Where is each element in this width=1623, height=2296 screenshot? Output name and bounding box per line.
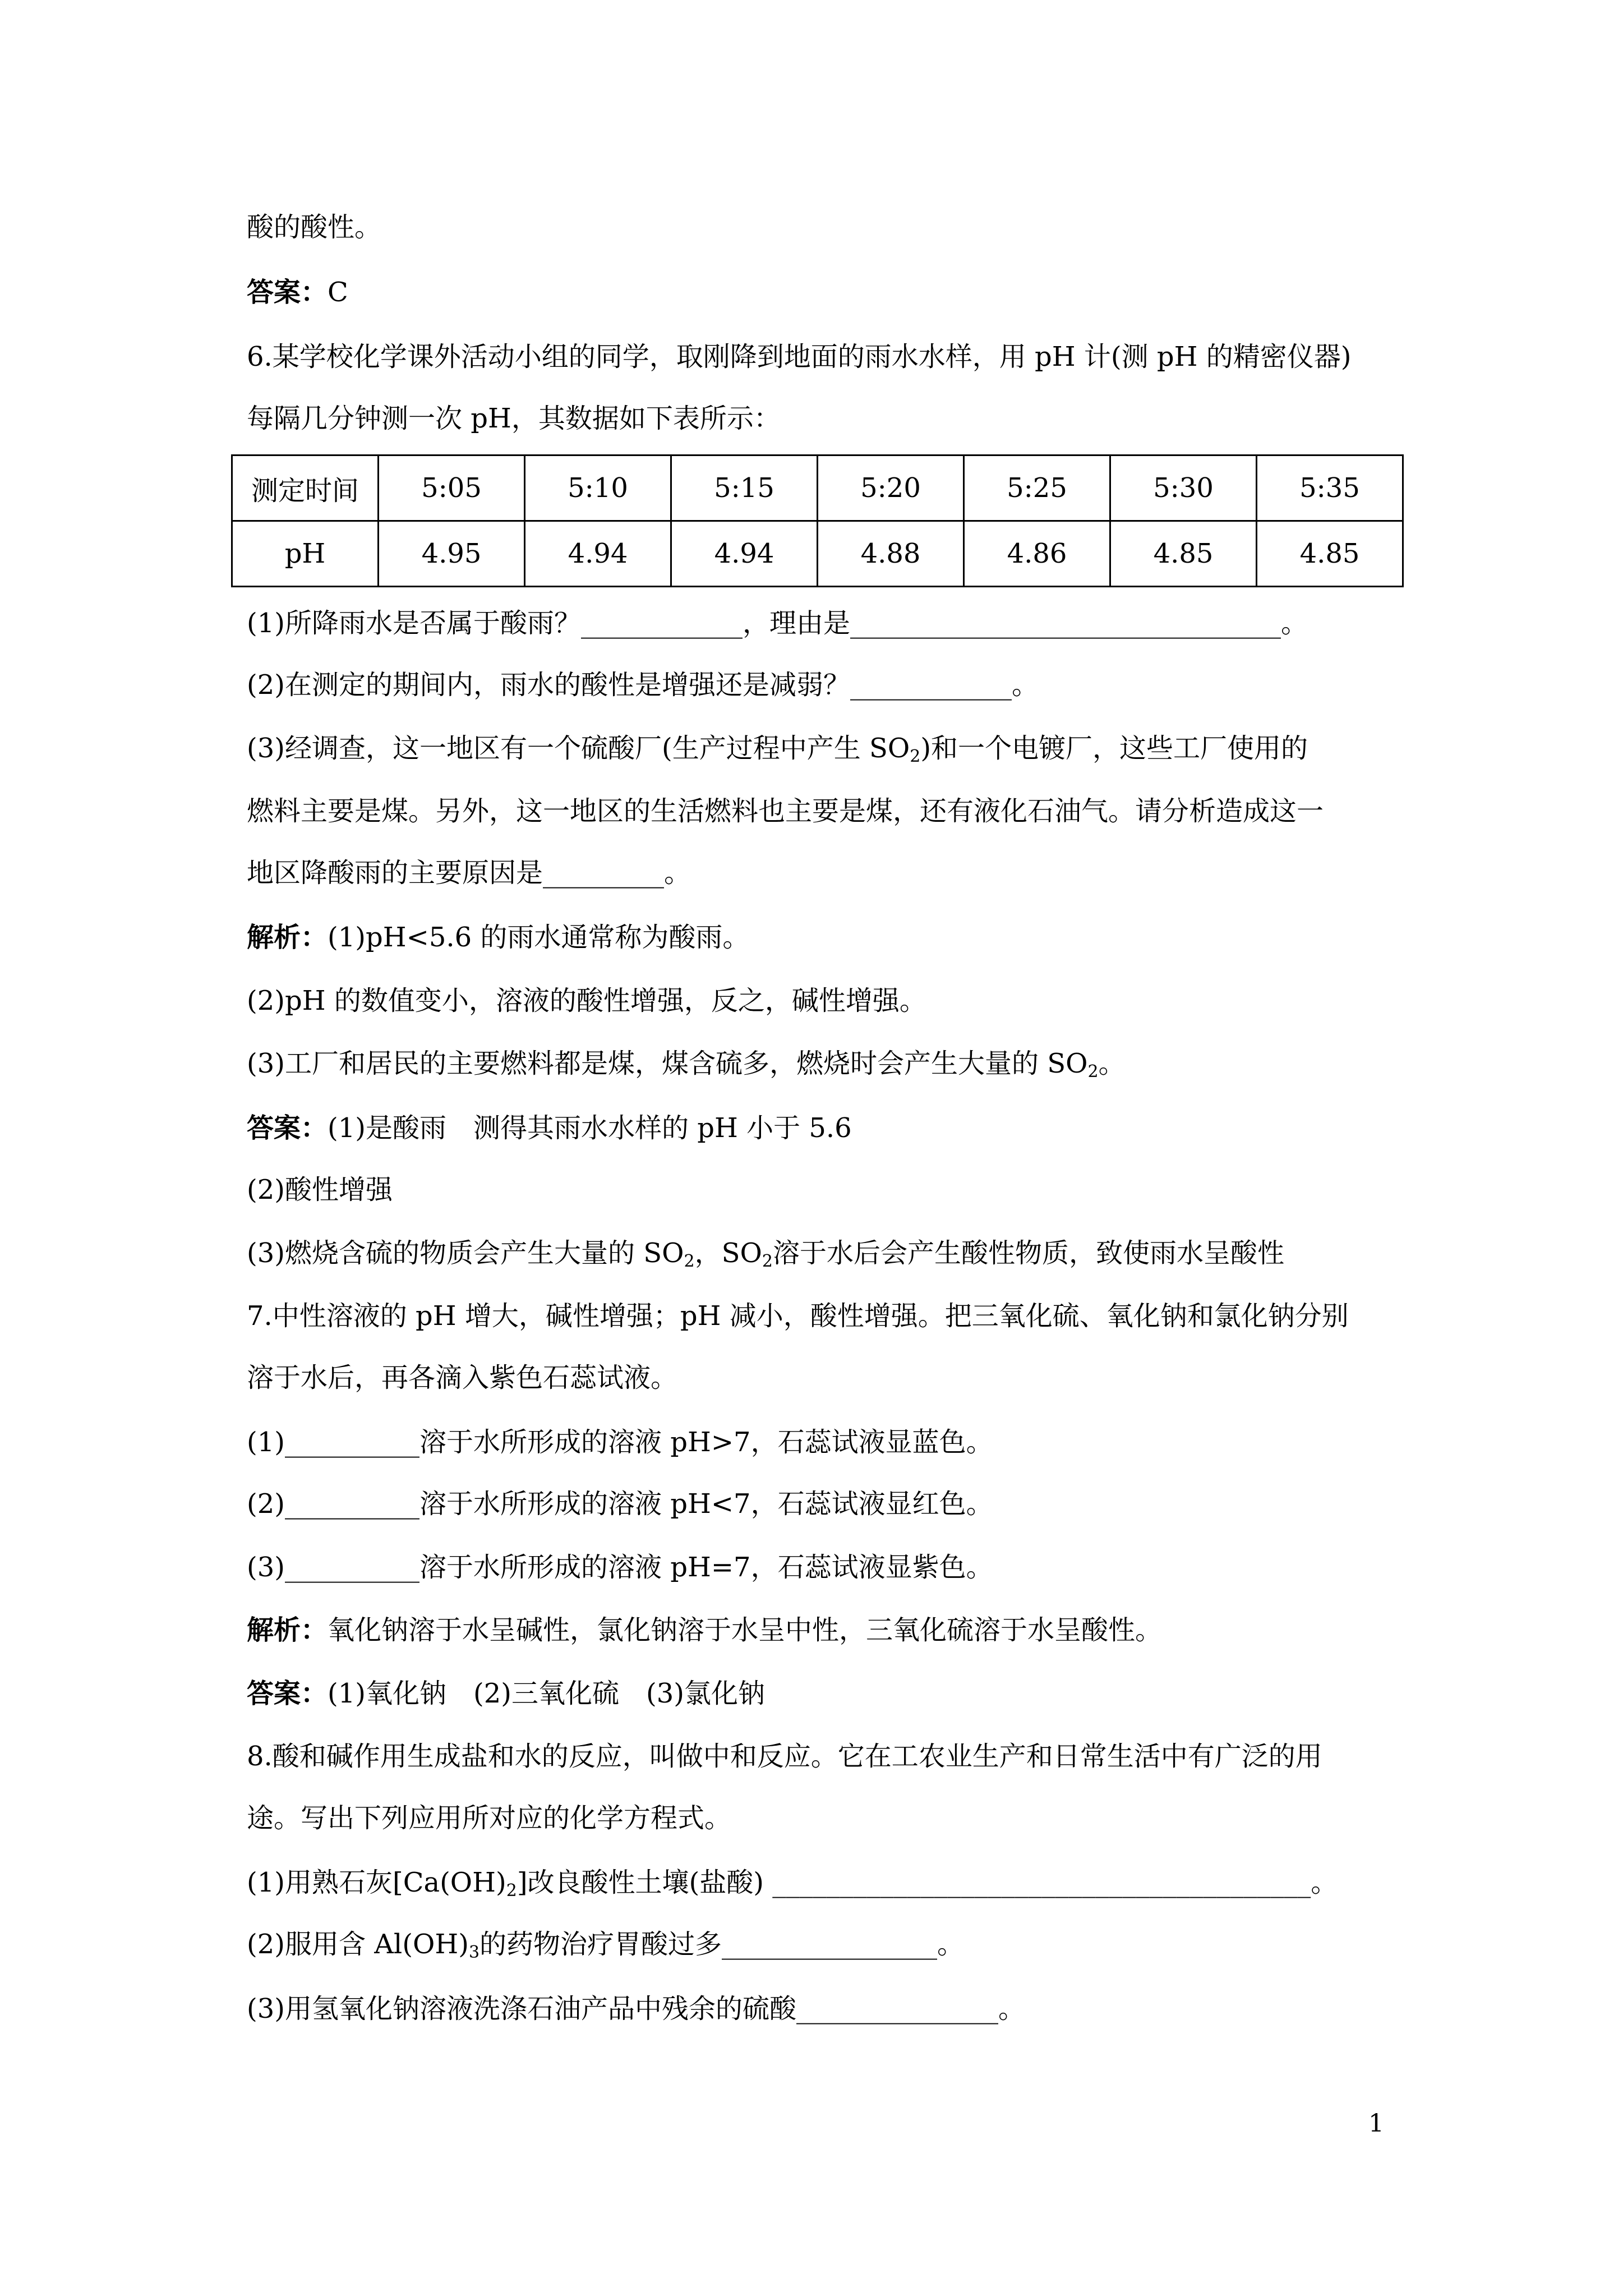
- answer-line: [247, 1673, 1413, 1714]
- text-line: [247, 1989, 1413, 2029]
- line-text: 的药物治疗胃酸过多________________。: [479, 1929, 965, 1960]
- line-text: (2)酸性增强: [247, 1174, 393, 1205]
- line-text: (3)经调查，这一地区有一个硫酸厂(生产过程中产生 SO: [247, 733, 910, 764]
- table-cell: 5:30: [1110, 455, 1257, 521]
- line-text: 酸的酸性。: [247, 211, 382, 243]
- table-cell: 5:15: [671, 455, 818, 521]
- text-line: [247, 1924, 1413, 1964]
- line-text: (2)pH 的数值变小，溶液的酸性增强，反之，碱性增强。: [247, 985, 926, 1016]
- line-text: 燃料主要是煤。另外，这一地区的生活燃料也主要是煤，还有液化石油气。请分析造成这一: [247, 795, 1324, 827]
- line-text: (3)__________溶于水所形成的溶液 pH=7，石蕊试液显紫色。: [247, 1552, 993, 1583]
- line-text: 溶于水后，再各滴入紫色石蕊试液。: [247, 1362, 678, 1393]
- text-line: [247, 728, 1413, 769]
- answer-text: (1)是酸雨 测得其雨水水样的 pH 小于 5.6: [328, 1112, 852, 1144]
- text-line: [247, 1358, 1413, 1398]
- table-cell: 5:10: [525, 455, 671, 521]
- table-row: [232, 521, 1403, 587]
- line-text: (1)用熟石灰[Ca(OH): [247, 1867, 506, 1898]
- table-cell: 4.85: [1257, 521, 1403, 587]
- answer-text: (1)氧化钠 (2)三氧化硫 (3)氯化钠: [328, 1678, 765, 1709]
- answer-label: 答案：: [247, 1678, 328, 1709]
- table-cell: 4.85: [1110, 521, 1257, 587]
- text-line: [247, 1043, 1413, 1084]
- answer-label: 答案：: [247, 277, 328, 308]
- analysis-text: (1)pH<5.6 的雨水通常称为酸雨。: [328, 922, 750, 953]
- subscript: 2: [506, 1881, 517, 1901]
- line-text: 溶于水后会产生酸性物质，致使雨水呈酸性: [772, 1237, 1284, 1269]
- analysis-label: 解析：: [247, 922, 328, 953]
- question-7-line: [247, 1296, 1413, 1336]
- table-cell: 5:35: [1257, 455, 1403, 521]
- text-line: [247, 981, 1413, 1021]
- text-line: [247, 1484, 1413, 1524]
- table-cell: pH: [232, 521, 379, 587]
- line-text: 7.中性溶液的 pH 增大，碱性增强；pH 减小，酸性增强。把三氧化硫、氧化钠和氯化钠分别: [247, 1300, 1349, 1332]
- line-text: (3)工厂和居民的主要燃料都是煤，煤含硫多，燃烧时会产生大量的 SO: [247, 1048, 1088, 1079]
- line-text: ，SO: [694, 1237, 762, 1269]
- subscript: 2: [910, 747, 921, 766]
- subscript: 2: [684, 1251, 695, 1271]
- analysis-line: [247, 917, 1413, 958]
- table-cell: 4.94: [671, 521, 818, 587]
- line-text: (3)燃烧含硫的物质会产生大量的 SO: [247, 1237, 684, 1269]
- ph-data-table: [231, 454, 1404, 587]
- text-line: [247, 207, 1413, 247]
- text-line: [247, 665, 1413, 705]
- table-cell: 4.94: [525, 521, 671, 587]
- line-text: (3)用氢氧化钠溶液洗涤石油产品中残余的硫酸_______________。: [247, 1993, 1025, 2024]
- text-line: [247, 1170, 1413, 1210]
- line-text: 。: [1098, 1048, 1126, 1079]
- answer-label: 答案：: [247, 1112, 328, 1144]
- line-text: 途。写出下列应用所对应的化学方程式。: [247, 1802, 732, 1834]
- line-text: ]改良酸性土壤(盐酸) ________________________________________。: [517, 1867, 1338, 1898]
- text-line: [247, 1862, 1413, 1903]
- question-6-line: [247, 337, 1413, 377]
- text-line: [247, 603, 1413, 643]
- analysis-label: 解析：: [247, 1614, 328, 1646]
- question-8-line: [247, 1736, 1413, 1777]
- table-row: [232, 455, 1403, 521]
- text-line: [247, 1798, 1413, 1838]
- table-cell: 4.88: [818, 521, 964, 587]
- table-cell: 5:05: [379, 455, 525, 521]
- subscript: 3: [468, 1943, 480, 1962]
- text-line: [247, 1233, 1413, 1273]
- table-cell: 5:25: [964, 455, 1110, 521]
- table-cell: 4.86: [964, 521, 1110, 587]
- analysis-text: 氧化钠溶于水呈碱性，氯化钠溶于水呈中性，三氧化硫溶于水呈酸性。: [328, 1614, 1163, 1646]
- line-text: (2)在测定的期间内，雨水的酸性是增强还是减弱？____________。: [247, 669, 1039, 701]
- answer-line: [247, 1108, 1413, 1148]
- answer-text: C: [328, 277, 348, 308]
- page-number: 1: [1368, 2109, 1384, 2138]
- text-line: [247, 791, 1413, 831]
- line-text: 地区降酸雨的主要原因是_________。: [247, 857, 691, 889]
- text-line: [247, 853, 1413, 893]
- text-line: [247, 1422, 1413, 1462]
- line-text: (1)__________溶于水所形成的溶液 pH>7，石蕊试液显蓝色。: [247, 1427, 993, 1458]
- line-text: 每隔几分钟测一次 pH，其数据如下表所示：: [247, 403, 781, 434]
- question-6-line: [247, 398, 1413, 439]
- line-text: 8.酸和碱作用生成盐和水的反应，叫做中和反应。它在工农业生产和日常生活中有广泛的用: [247, 1741, 1322, 1772]
- line-text: )和一个电镀厂，这些工厂使用的: [920, 733, 1308, 764]
- subscript: 2: [762, 1251, 773, 1271]
- line-text: (1)所降雨水是否属于酸雨？____________，理由是________________________________。: [247, 608, 1308, 639]
- text-line: [247, 1547, 1413, 1588]
- line-text: 6.某学校化学课外活动小组的同学，取刚降到地面的雨水水样，用 pH 计(测 pH 的精密仪器): [247, 341, 1352, 372]
- table-cell: 4.95: [379, 521, 525, 587]
- line-text: (2)服用含 Al(OH): [247, 1929, 469, 1960]
- table-cell: 5:20: [818, 455, 964, 521]
- line-text: (2)__________溶于水所形成的溶液 pH<7，石蕊试液显红色。: [247, 1488, 993, 1520]
- table-cell: 测定时间: [232, 455, 379, 521]
- subscript: 2: [1087, 1062, 1099, 1082]
- analysis-line: [247, 1610, 1413, 1650]
- answer-line: [247, 272, 1413, 312]
